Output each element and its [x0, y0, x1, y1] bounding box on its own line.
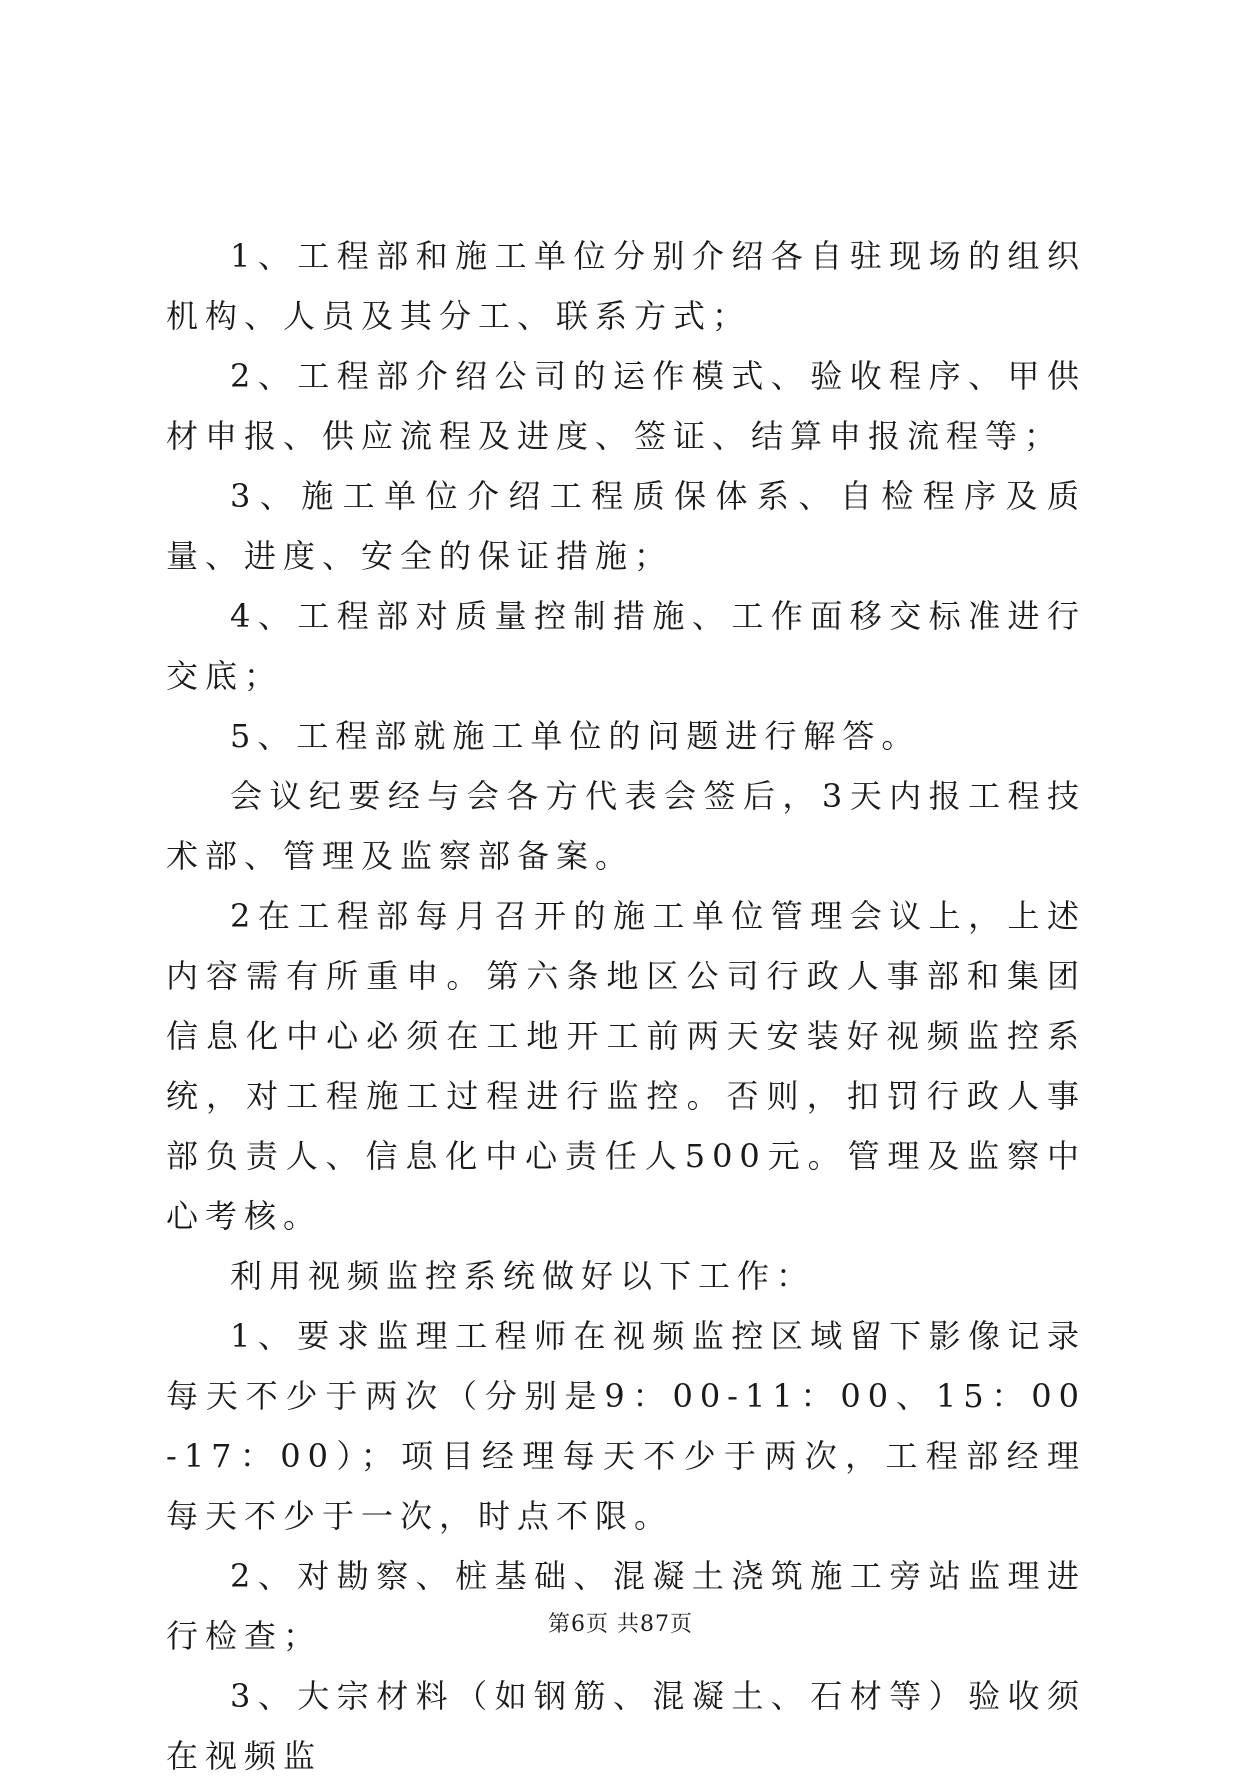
- document-body: [166, 226, 1086, 1786]
- paragraph-1: 1、工程部和施工单位分别介绍各自驻现场的组织机构、人员及其分工、联系方式；: [166, 237, 1086, 335]
- paragraph-6: 会议纪要经与会各方代表会签后，3天内报工程技术部、管理及监察部备案。: [166, 777, 1086, 875]
- paragraph-10: 2、对勘察、桩基础、混凝土浇筑施工旁站监理进行检查；: [166, 1557, 1086, 1655]
- page-footer: [0, 1607, 1241, 1638]
- paragraph-2: 2、工程部介绍公司的运作模式、验收程序、甲供材申报、供应流程及进度、签证、结算申报流程等；: [166, 357, 1086, 455]
- paragraph-9: 1、要求监理工程师在视频监控区域留下影像记录每天不少于两次（分别是9：00-11：00、15：00-17：00）；项目经理每天不少于两次，工程部经理每天不少于一次，时点不限。: [166, 1317, 1086, 1535]
- paragraph-4: 4、工程部对质量控制措施、工作面移交标准进行交底；: [166, 597, 1086, 695]
- page-number-label: 第6页 共87页: [548, 1612, 693, 1637]
- paragraph-8: 利用视频监控系统做好以下工作：: [230, 1257, 816, 1295]
- paragraph-5: 5、工程部就施工单位的问题进行解答。: [230, 717, 921, 755]
- paragraph-3: 3、施工单位介绍工程质保体系、自检程序及质量、进度、安全的保证措施；: [166, 477, 1086, 575]
- paragraph-7: 2在工程部每月召开的施工单位管理会议上，上述内容需有所重申。第六条地区公司行政人事部和集团信息化中心必须在工地开工前两天安装好视频监控系统，对工程施工过程进行监控。否则，扣罚行政人事部负责人、信息化中心责任人500元。管理及监察中心考核。: [166, 897, 1086, 1235]
- paragraph-11: 3、大宗材料（如钢筋、混凝土、石材等）验收须在视频监: [166, 1677, 1086, 1775]
